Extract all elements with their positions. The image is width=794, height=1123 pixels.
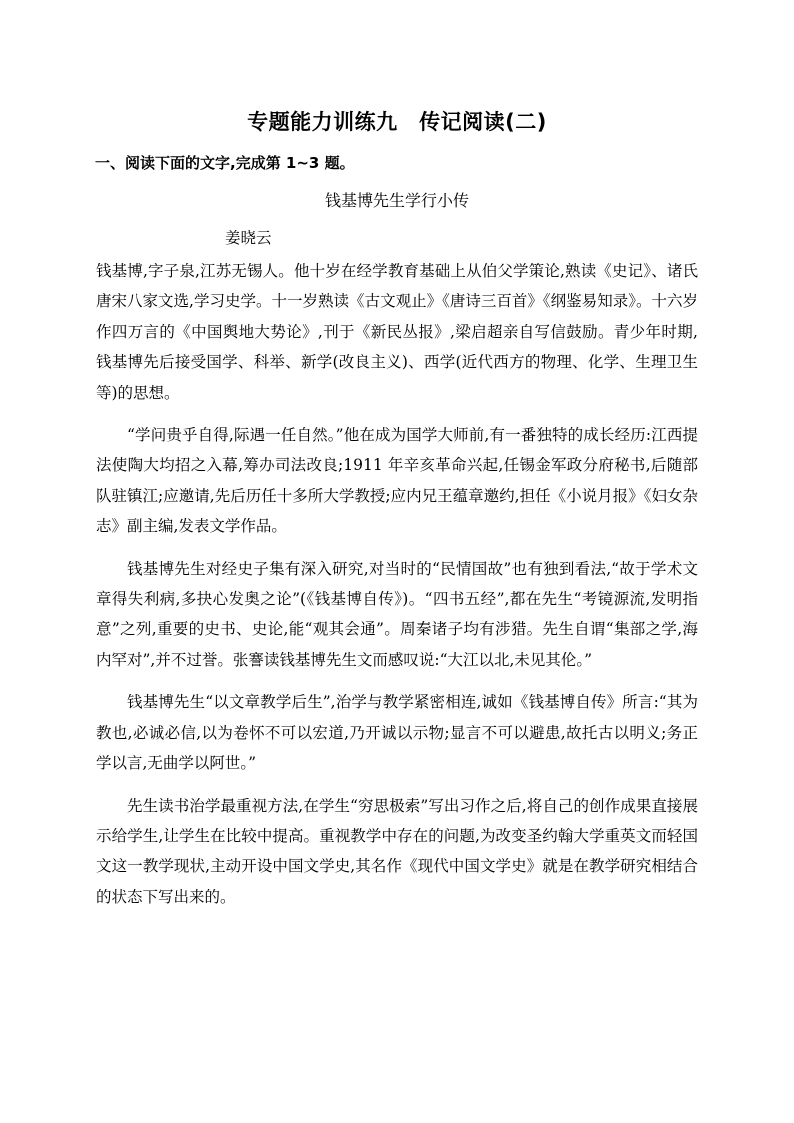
- question-instruction: 一、阅读下面的文字,完成第 1~3 题。: [95, 154, 355, 172]
- article-title: 钱基博先生学行小传: [324, 191, 469, 210]
- article-body: [96, 256, 698, 912]
- paragraph-4: 钱基博先生“以文章教学后生”,治学与教学紧密相连,诚如《钱基博自传》所言:“其为教也,必诚必信,以为卷怀不可以宏道,乃开诚以示物;显言不可以避患,故托古以明义;务正学以言,无曲学以阿世。”: [96, 693, 698, 773]
- paragraph-5: 先生读书治学最重视方法,在学生“穷思极索”写出习作之后,将自己的创作成果直接展示给学生,让学生在比较中提高。重视教学中存在的问题,为改变圣约翰大学重英文而轻国文这一教学现状,主动开设中国文学史,其名作《现代中国文学史》就是在教学研究相结合的状态下写出来的。: [96, 796, 698, 906]
- paragraph-3: 钱基博先生对经史子集有深入研究,对当时的“民情国故”也有独到看法,“故于学术文章得失利病,多抉心发奥之论”(《钱基博自传》)。“四书五经”,都在先生“考镜源流,发明指意”之列,重要的史书、史论,能“观其会通”。周秦诸子均有涉猎。先生自谓“集部之学,海内罕对”,并不过誉。张謇读钱基博先生文而感叹说:“大江以北,未见其伦。”: [96, 559, 698, 669]
- paragraph-1: 钱基博,字子泉,江苏无锡人。他十岁在经学教育基础上从伯父学策论,熟读《史记》、诸氏唐宋八家文选,学习史学。十一岁熟读《古文观止》《唐诗三百首》《纲鉴易知录》。十六岁作四万言的《中国舆地大势论》,刊于《新民丛报》,梁启超亲自写信鼓励。青少年时期,钱基博先后接受国学、科举、新学(改良主义)、西学(近代西方的物理、化学、生理卫生等)的思想。: [96, 262, 698, 402]
- paragraph-2: “学问贵乎自得,际遇一任自然。”他在成为国学大师前,有一番独特的成长经历:江西提法使陶大均招之入幕,筹办司法改良;1911 年辛亥革命兴起,任锡金军政分府秘书,后随部队驻镇江;应邀请,先后历任十多所大学教授;应内兄王蕴章邀约,担任《小说月报》《妇女杂志》副主编,发表文学作品。: [96, 426, 698, 536]
- article-author: 姜晓云: [225, 229, 272, 247]
- page-title: 专题能力训练九 传记阅读(二): [247, 110, 547, 134]
